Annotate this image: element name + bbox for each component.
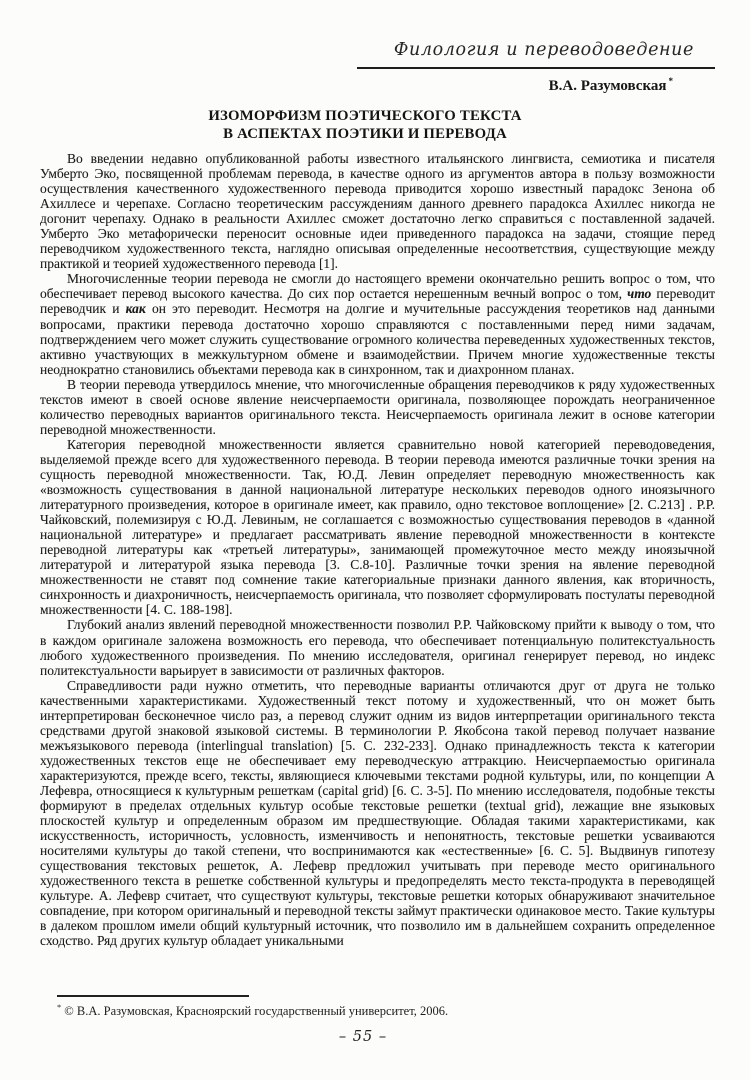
paragraph: Справедливости ради нужно отметить, что переводные варианты отличаются друг от друга не только качественными характеристиками. Художественный текст потому и художественный, что он может быть интерпретирован бесконечное число раз, а перевод служит одним из видов интерпретации оригинального текста средствами другой знаковой языковой системы. В терминологии Р. Якобсона такой перевод получает название межъязыкового перевода (interlingual translation) [5. С. 232-233]. Однако принадлежность текста к категории художественных текстов еще не обеспечивает ему переводческую аттракцию. Неисчерпаемостью оригинала характеризуются, прежде всего, тексты, являющиеся ключевыми текстами родной культуры, или, по концепции А Лефевра, относящиеся к культурным решеткам (capital grid) [6. С. 3-5]. По мнению исследователя, подобные тексты формируют в пределах отдельных культур особые текстовые решетки (textual grid), лежащие вне языковых плоскостей культур и определенным образом им предшествующие. Обладая такими характеристиками, как искусственность, историчность, условность, изменчивость и непонятность, текстовые решетки усваиваются носителями культуры до такой степени, что воспринимаются как «естественные» [6. С. 5]. Выдвинув гипотезу существования текстовых решеток, А. Лефевр предложил учитывать при переводе место оригинального художественного текста в решетке собственной культуры и предопределять место текста-продукта в переводящей культуре. А. Лефевр считает, что существуют культуры, текстовые решетки которых обнаруживают значительное совпадение, при котором оригинальный и переводной тексты займут практически одинаковое место. Такие культуры в далеком прошлом имели общий культурный источник, что позволило им в дальнейшем сохранить определенное сходство. Ряд других культур обладает уникальными xyxy=(40,677,715,949)
author-name: В.А. Разумовская xyxy=(548,78,667,94)
page-number: – 55 – xyxy=(338,1029,388,1045)
paragraph: Многочисленные теории перевода не смогли до настоящего времени окончательно решить вопрос о том, что обеспечивает перевод высокого качества. До сих пор остается нерешенным вечный вопрос о том, что переводит переводчик и как он это переводит. Несмотря на долгие и мучительные рассуждения теоретиков над данными вопросами, практики перевода достаточно хорошо справляются с поставленными перед ними задачам, подтверждением чего может служить существование огромного количества переведенных художественных текстов, активно участвующих в межкультурном обмене и взаимодействии. Причем многие художественные тексты неоднократно становились объектами перевода как в синхронном, так и диахронном планах. xyxy=(40,271,715,377)
article-title xyxy=(0,107,730,143)
footnote-rule xyxy=(57,995,249,997)
paragraph: Глубокий анализ явлений переводной множественности позволил Р.Р. Чайковскому прийти к выводу о том, что в каждом оригинале заложена возможность его перевода, что обеспечивает потенциальную политекстуальность любого художественного произведения. По мнению исследователя, оригинал генерирует перевод, но индекс политекстуальности варьирует в зависимости от различных факторов. xyxy=(40,617,715,678)
paragraph: Категория переводной множественности является сравнительно новой категорией переводоведения, выделяемой прежде всего для художественного перевода. В теории перевода имеются различные точки зрения на сущность переводной множественности. Так, Ю.Д. Левин определяет переводную множественность как «возможность существования в данной национальной литературе нескольких переводов одного иноязычного литературного произведения, которое в оригинале имеет, как правило, одно текстовое воплощение» [2. С.213] . Р.Р. Чайковский, полемизируя с Ю.Д. Левиным, не соглашается с возможностью существования переводов в «данной национальной литературе» и предлагает рассматривать явление переводной множественности в контексте переводной литературы как «третьей литературы», занимающей промежуточное место между иноязычной литературой и литературой языка перевода [3. С.8-10]. Различные точки зрения на явление переводной множественности не ставят под сомнение такие категориальные признаки данного явления, как вторичность, синхронность и диахроничность, неисчерпаемость оригинала, что позволяет сформулировать постулаты переводной множественности [4. С. 188-198]. xyxy=(40,436,715,618)
footnote xyxy=(57,1001,677,1019)
paragraph: В теории перевода утвердилось мнение, что многочисленные обращения переводчиков к ряду художественных текстов имеют в своей основе явление неисчерпаемости оригинала, позволяющее порождать неограниченное количество переводных вариантов оригинального текста. Неисчерпаемость оригинала лежит в основе категории переводной множественности. xyxy=(40,376,715,437)
article-title-line-1: ИЗОМОРФИЗМ ПОЭТИЧЕСКОГО ТЕКСТА xyxy=(208,108,522,124)
author-footnote-marker: * xyxy=(668,76,673,86)
author-line xyxy=(549,78,673,95)
article-body xyxy=(40,151,715,993)
footnote-text: © В.А. Разумовская, Красноярский государственный университет, 2006. xyxy=(64,1004,449,1018)
article-title-line-2: В АСПЕКТАХ ПОЭТИКИ И ПЕРЕВОДА xyxy=(223,126,507,143)
footnote-marker: * xyxy=(57,1001,62,1012)
header-rule xyxy=(357,67,715,69)
paragraph: Во введении недавно опубликованной работы известного итальянского лингвиста, семиотика и писателя Умберто Эко, посвященной проблемам перевода, в качестве одного из аргументов автора в пользу возможности осуществления качественного художественного перевода приводится хорошо известный парадокс Зенона об Ахиллесе и черепахе. Согласно теоретическим рассуждениям данного древнего парадокса Ахиллес никогда не догонит черепаху. Однако в реальности Ахиллес сможет достаточно легко справиться с поставленной задачей. Умберто Эко метафорически переносит основные идеи приведенного парадокса на задачи, стоящие перед переводчиком художественного текста, наглядно описывая определенные несоответствия, существующие между практикой и теорией художественного перевода [1]. xyxy=(40,151,715,272)
journal-section-title: Филология и переводоведение xyxy=(393,40,694,60)
